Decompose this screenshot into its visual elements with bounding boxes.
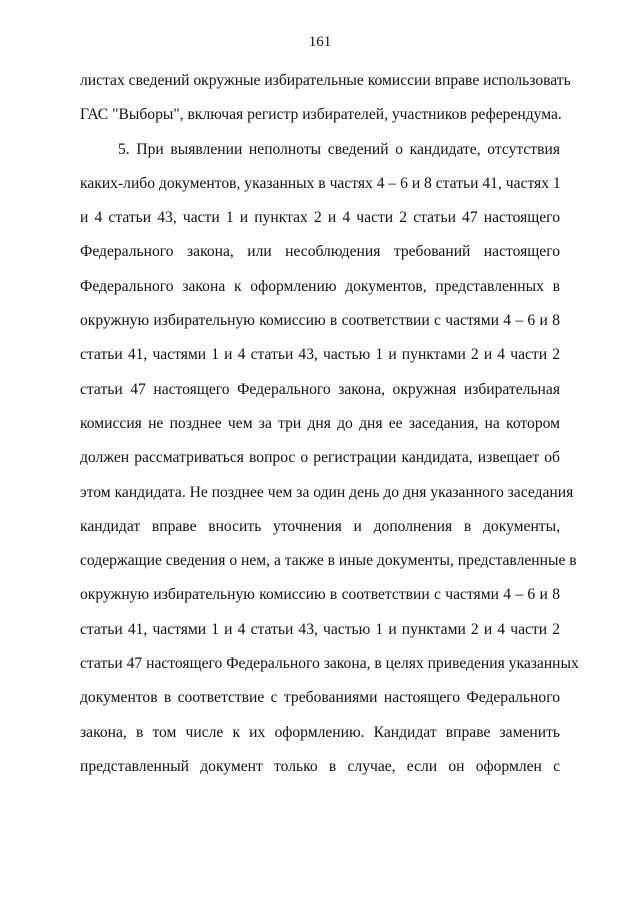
text-line: каких-либо документов, указанных в частях 4 – 6 и 8 статьи 41, частях 1 — [80, 174, 561, 192]
text-line: представленный документ только в случае, если он оформлен с — [80, 757, 560, 775]
text-line: статьи 47 настоящего Федерального закона, окружная избирательная — [80, 380, 560, 398]
text-line: 5. При выявлении неполноты сведений о кандидате, отсутствия — [118, 140, 560, 158]
text-line: ГАС "Выборы", включая регистр избирателей, участников референдума. — [80, 106, 562, 124]
text-line: кандидат вправе вносить уточнения и дополнения в документы, — [80, 517, 560, 535]
text-line: закона, в том числе к их оформлению. Кандидат вправе заменить — [80, 723, 560, 741]
text-line: и 4 статьи 43, части 1 и пунктах 2 и 4 части 2 статьи 47 настоящего — [80, 209, 560, 227]
text-line: этом кандидата. Не позднее чем за один день до дня указанного заседания — [80, 483, 574, 501]
text-line: окружную избирательную комиссию в соответствии с частями 4 – 6 и 8 — [80, 586, 560, 604]
document-body — [80, 64, 579, 784]
text-line: статьи 41, частями 1 и 4 статьи 43, частью 1 и пунктами 2 и 4 части 2 — [80, 620, 560, 638]
text-line: листах сведений окружные избирательные комиссии вправе использовать — [80, 72, 571, 89]
text-line: документов в соответствие с требованиями настоящего Федерального — [80, 689, 560, 707]
paragraph — [80, 64, 571, 133]
text-line: статьи 41, частями 1 и 4 статьи 43, частью 1 и пунктами 2 и 4 части 2 — [80, 346, 560, 364]
paragraph — [80, 133, 579, 785]
text-line: комиссия не позднее чем за три дня до дня ее заседания, на котором — [80, 414, 560, 432]
text-line: должен рассматриваться вопрос о регистрации кандидата, извещает об — [80, 449, 560, 467]
text-line: статьи 47 настоящего Федерального закона, в целях приведения указанных — [80, 655, 579, 673]
text-line: содержащие сведения о нем, а также в иные документы, представленные в — [80, 552, 577, 570]
text-line: Федерального закона к оформлению документов, представленных в — [80, 277, 560, 295]
text-line: Федерального закона, или несоблюдения требований настоящего — [80, 243, 560, 261]
page-number: 161 — [308, 34, 332, 50]
text-line: окружную избирательную комиссию в соответствии с частями 4 – 6 и 8 — [80, 312, 560, 330]
